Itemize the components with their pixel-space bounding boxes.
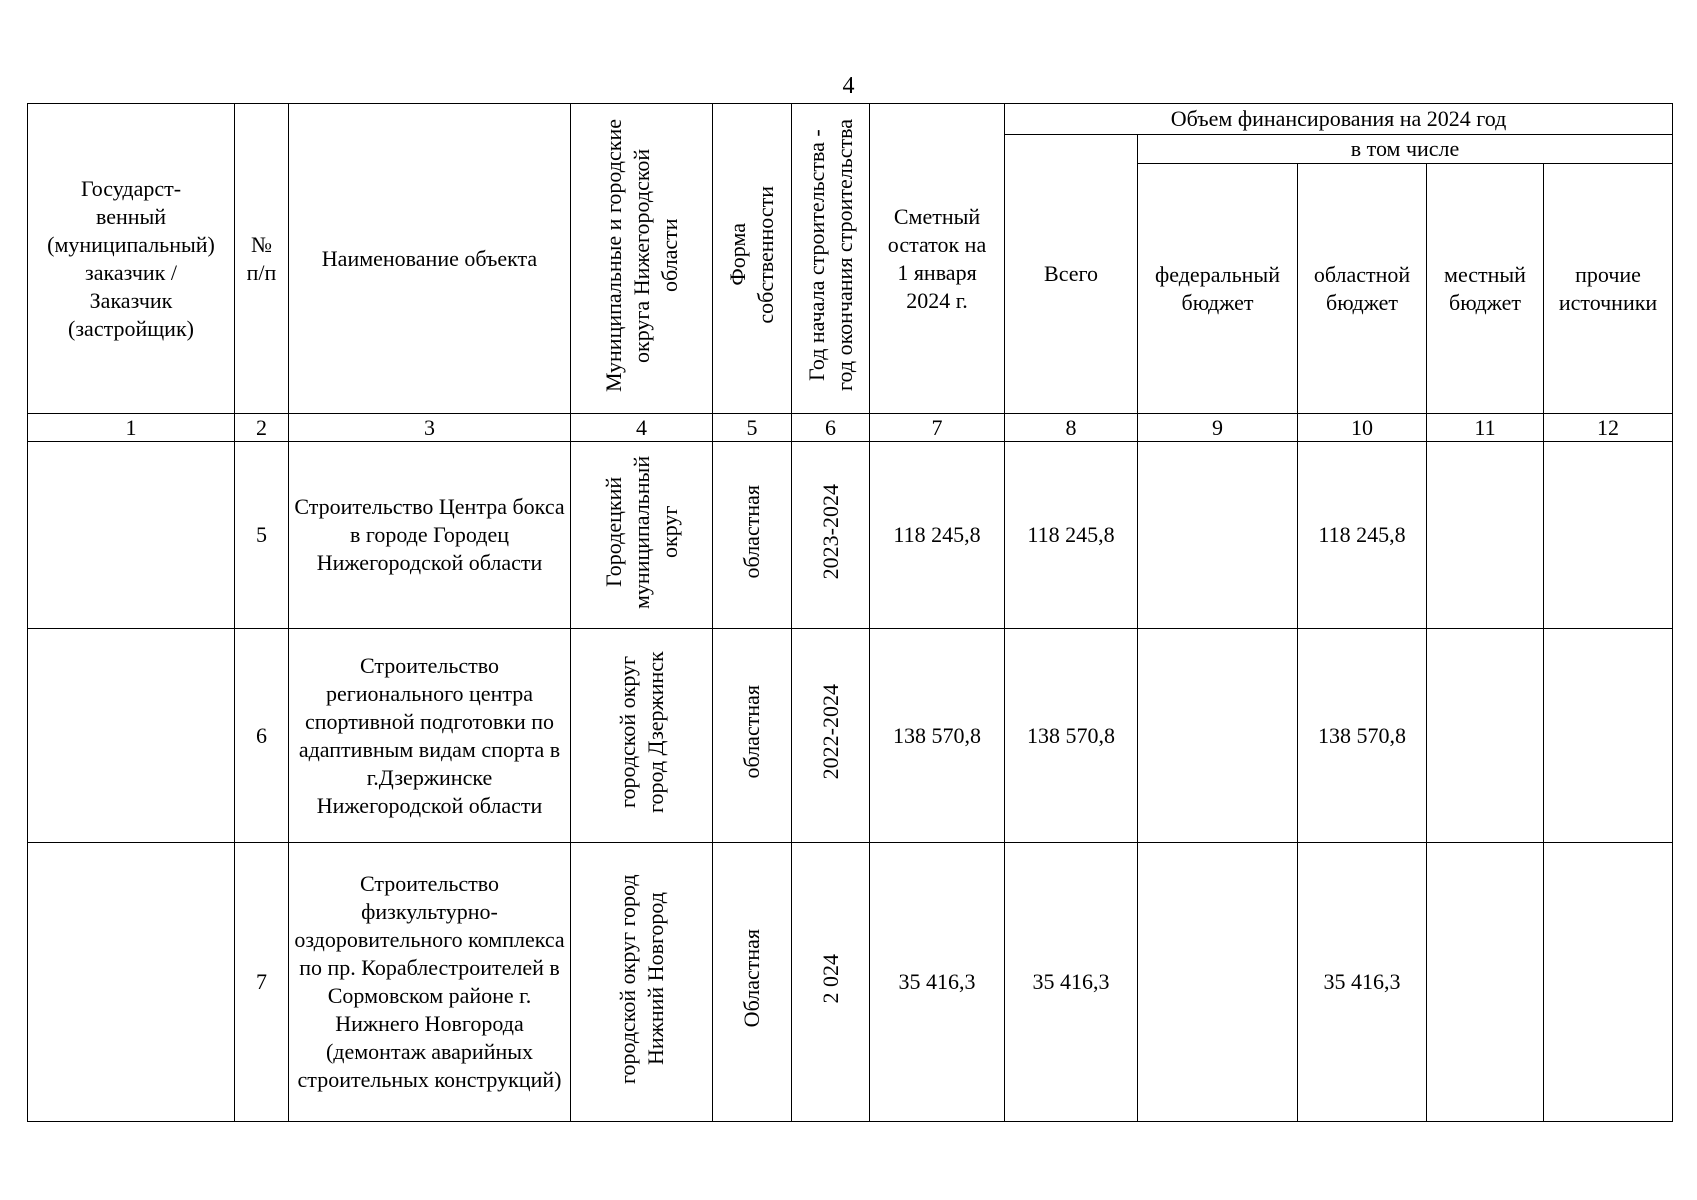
cell-total: 138 570,8 xyxy=(1005,629,1138,843)
header-ownership xyxy=(713,104,792,414)
column-number: 12 xyxy=(1544,414,1673,442)
cell-customer xyxy=(28,629,235,843)
cell-municipality-text: городской округ город Дзержинск xyxy=(614,651,668,813)
header-funding-group: Объем финансирования на 2024 год xyxy=(1005,104,1673,135)
cell-federal xyxy=(1138,629,1298,843)
cell-customer xyxy=(28,843,235,1122)
cell-ownership-text: Областная xyxy=(739,929,764,1028)
cell-years xyxy=(792,629,870,843)
cell-regional: 138 570,8 xyxy=(1298,629,1427,843)
header-object-name: Наименование объекта xyxy=(289,104,571,414)
column-number: 9 xyxy=(1138,414,1298,442)
cell-estimate: 118 245,8 xyxy=(870,442,1005,629)
header-row-1 xyxy=(28,104,1673,135)
column-number: 10 xyxy=(1298,414,1427,442)
cell-municipality-text: городской округ город Нижний Новгород xyxy=(614,873,668,1084)
cell-regional: 118 245,8 xyxy=(1298,442,1427,629)
cell-customer xyxy=(28,442,235,629)
column-number: 11 xyxy=(1427,414,1544,442)
cell-ownership xyxy=(713,629,792,843)
cell-object-name: Строительство физкультурно-оздоровительного комплекса по пр. Кораблестроителей в Сормовском районе г. Нижнего Новгорода (демонтаж аварийных строительных конструкций) xyxy=(289,843,571,1122)
header-other: прочие источники xyxy=(1544,164,1673,414)
header-years xyxy=(792,104,870,414)
header-number: № п/п xyxy=(235,104,289,414)
header-total: Всего xyxy=(1005,135,1138,414)
column-number: 7 xyxy=(870,414,1005,442)
header-local: местный бюджет xyxy=(1427,164,1544,414)
cell-years xyxy=(792,843,870,1122)
cell-municipality-text: Городецкий муниципальный округ xyxy=(600,454,682,609)
cell-ownership-text: областная xyxy=(739,685,764,779)
header-federal: федеральный бюджет xyxy=(1138,164,1298,414)
cell-municipality xyxy=(571,843,713,1122)
header-estimate: Сметный остаток на 1 января 2024 г. xyxy=(870,104,1005,414)
cell-years-text: 2022-2024 xyxy=(817,684,843,780)
header-municipality-text: Муниципальные и городские округа Нижегородской области xyxy=(600,118,682,392)
header-customer: Государст- венный (муниципальный) заказчик / Заказчик (застройщик) xyxy=(28,104,235,414)
header-years-text: Год начала строительства - год окончания строительства xyxy=(803,119,857,391)
header-including: в том числе xyxy=(1138,135,1673,164)
cell-municipality xyxy=(571,629,713,843)
cell-number: 5 xyxy=(235,442,289,629)
cell-years xyxy=(792,442,870,629)
column-number: 6 xyxy=(792,414,870,442)
header-regional: областной бюджет xyxy=(1298,164,1427,414)
cell-number: 6 xyxy=(235,629,289,843)
table-row xyxy=(28,629,1673,843)
table-row xyxy=(28,843,1673,1122)
cell-federal xyxy=(1138,442,1298,629)
cell-ownership xyxy=(713,843,792,1122)
page-number: 4 xyxy=(842,73,855,99)
cell-number: 7 xyxy=(235,843,289,1122)
column-number: 1 xyxy=(28,414,235,442)
table-row xyxy=(28,442,1673,629)
header-ownership-text: Форма собственности xyxy=(725,186,778,324)
column-number: 8 xyxy=(1005,414,1138,442)
cell-federal xyxy=(1138,843,1298,1122)
cell-object-name: Строительство регионального центра спортивной подготовки по адаптивным видам спорта в г.Дзержинске Нижегородской области xyxy=(289,629,571,843)
header-municipality xyxy=(571,104,713,414)
cell-ownership xyxy=(713,442,792,629)
column-number: 3 xyxy=(289,414,571,442)
cell-total: 35 416,3 xyxy=(1005,843,1138,1122)
cell-other xyxy=(1544,629,1673,843)
cell-total: 118 245,8 xyxy=(1005,442,1138,629)
cell-regional: 35 416,3 xyxy=(1298,843,1427,1122)
cell-other xyxy=(1544,843,1673,1122)
cell-local xyxy=(1427,629,1544,843)
column-number: 2 xyxy=(235,414,289,442)
financing-table xyxy=(27,103,1673,1122)
cell-years-text: 2 024 xyxy=(817,953,843,1004)
cell-estimate: 138 570,8 xyxy=(870,629,1005,843)
column-numbers-row xyxy=(28,414,1673,442)
cell-object-name: Строительство Центра бокса в городе Городец Нижегородской области xyxy=(289,442,571,629)
column-number: 5 xyxy=(713,414,792,442)
cell-municipality xyxy=(571,442,713,629)
column-number: 4 xyxy=(571,414,713,442)
cell-other xyxy=(1544,442,1673,629)
cell-estimate: 35 416,3 xyxy=(870,843,1005,1122)
cell-local xyxy=(1427,843,1544,1122)
cell-years-text: 2023-2024 xyxy=(817,483,843,580)
cell-local xyxy=(1427,442,1544,629)
cell-ownership-text: областная xyxy=(739,484,764,579)
